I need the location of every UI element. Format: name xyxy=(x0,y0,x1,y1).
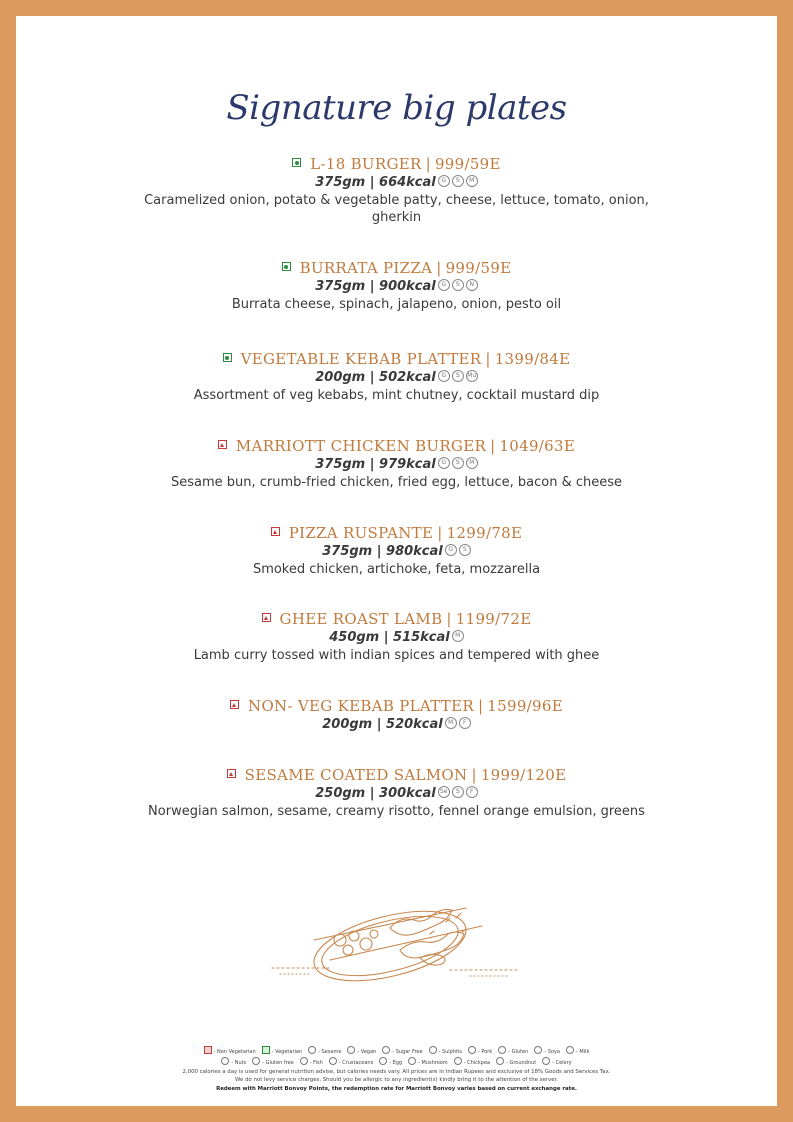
menu-item-heading xyxy=(0,609,793,629)
menu-item-heading xyxy=(0,696,793,716)
menu-item-description: Lamb curry tossed with indian spices and tempered with ghee xyxy=(193,648,600,663)
menu-item-price: 999/59E xyxy=(434,155,501,173)
legend-label: - Sugar Free xyxy=(392,1049,423,1055)
menu-item-price: 1299/78E xyxy=(446,524,523,542)
menu-item-name: L-18 BURGER xyxy=(310,155,422,173)
milk-icon: M xyxy=(466,175,478,187)
soya-icon: S xyxy=(452,279,464,291)
menu-item-heading xyxy=(0,154,793,174)
price-separator: | xyxy=(437,524,443,542)
menu-item-name: NON- VEG KEBAB PLATTER xyxy=(248,697,474,715)
menu-item xyxy=(0,523,793,578)
menu-item xyxy=(0,765,793,820)
legend-item xyxy=(221,1057,246,1068)
menu-item-heading xyxy=(0,765,793,785)
legend-item xyxy=(542,1057,571,1068)
price-separator: | xyxy=(446,610,452,628)
legend-item xyxy=(300,1057,323,1068)
menu-item xyxy=(0,696,793,734)
non-vegetarian-icon xyxy=(262,613,271,622)
footnote-allergy: We do not levy service charges. Should you be allergic to any ingredient(s) kindly bring it to the attention of the server. xyxy=(235,1077,558,1083)
vegan-icon xyxy=(347,1046,355,1054)
soya-icon: S xyxy=(452,786,464,798)
non-vegetarian-icon xyxy=(204,1046,212,1054)
legend-label: - Vegan xyxy=(357,1049,377,1055)
non-vegetarian-icon xyxy=(230,700,239,709)
legend-item xyxy=(382,1046,422,1057)
legend-item xyxy=(566,1046,589,1057)
vegetarian-icon xyxy=(223,353,232,362)
menu-item-price: 1599/96E xyxy=(487,697,563,715)
menu-item-description: Norwegian salmon, sesame, creamy risotto, fennel orange emulsion, greens xyxy=(148,804,645,819)
portion-calories: 375gm | 664kcal xyxy=(315,175,436,190)
legend-label: - Gluten free xyxy=(262,1060,294,1066)
legend-item xyxy=(496,1057,536,1068)
legend-item xyxy=(252,1057,293,1068)
soya-icon: S xyxy=(452,175,464,187)
portion-calories: 375gm | 980kcal xyxy=(322,544,443,559)
menu-item-price: 1399/84E xyxy=(494,350,571,368)
soya-icon: S xyxy=(452,457,464,469)
milk-icon xyxy=(566,1046,574,1054)
legend-label: - Nuts xyxy=(231,1060,247,1066)
legend-label: - Mushroom xyxy=(418,1060,448,1066)
chickpea-icon xyxy=(454,1057,462,1065)
legend-item xyxy=(347,1046,376,1057)
pork-icon xyxy=(468,1046,476,1054)
menu-item-price: 1049/63E xyxy=(499,437,576,455)
menu-item-name: SESAME COATED SALMON xyxy=(244,766,468,784)
menu-item-price: 1199/72E xyxy=(455,610,532,628)
legend-item xyxy=(204,1046,256,1057)
milk-icon: M xyxy=(466,457,478,469)
menu-item-heading xyxy=(0,436,793,456)
crustaceans-icon xyxy=(329,1057,337,1065)
menu-item-name: VEGETABLE KEBAB PLATTER xyxy=(240,350,482,368)
non-vegetarian-icon xyxy=(227,769,236,778)
non-vegetarian-icon xyxy=(271,527,280,536)
gluten-icon: G xyxy=(438,370,450,382)
gluten-icon: G xyxy=(445,544,457,556)
legend-label: - Vegetarian xyxy=(271,1049,303,1055)
portion-calories: 375gm | 900kcal xyxy=(315,279,436,294)
price-separator: | xyxy=(436,259,442,277)
menu-item-description: Burrata cheese, spinach, jalapeno, onion, pesto oil xyxy=(231,297,562,312)
menu-item-portion xyxy=(0,174,793,192)
menu-item-description: Assortment of veg kebabs, mint chutney, cocktail mustard dip xyxy=(193,388,600,403)
sugar-free-icon xyxy=(382,1046,390,1054)
menu-item-portion xyxy=(0,456,793,474)
menu-item xyxy=(0,609,793,664)
vegetarian-icon xyxy=(292,158,301,167)
portion-calories: 200gm | 502kcal xyxy=(315,370,436,385)
footnote-bonvoy: Redeem with Marriott Bonvoy Points, the redemption rate for Marriott Bonvoy varies based on current exchange rate. xyxy=(216,1086,577,1092)
legend-label: - Sulphits xyxy=(438,1049,462,1055)
portion-calories: 375gm | 979kcal xyxy=(315,457,436,472)
soya-icon xyxy=(534,1046,542,1054)
groundnut-icon xyxy=(496,1057,504,1065)
legend-label: - Chickpea xyxy=(463,1060,491,1066)
legend-item xyxy=(329,1057,373,1068)
menu-item-heading xyxy=(0,258,793,278)
menu-item-name: GHEE ROAST LAMB xyxy=(279,610,443,628)
legend-item xyxy=(379,1057,402,1068)
legend-item xyxy=(468,1046,492,1057)
price-separator: | xyxy=(425,155,431,173)
price-separator: | xyxy=(490,437,496,455)
sesame-icon xyxy=(308,1046,316,1054)
sesame-icon: Se xyxy=(438,786,450,798)
menu-item-name: MARRIOTT CHICKEN BURGER xyxy=(235,437,487,455)
legend-item xyxy=(262,1046,302,1057)
mushroom-icon xyxy=(408,1057,416,1065)
price-separator: | xyxy=(477,697,484,715)
menu-item-price: 999/59E xyxy=(445,259,512,277)
portion-calories: 200gm | 520kcal xyxy=(322,717,443,732)
menu-item-price: 1999/120E xyxy=(480,766,567,784)
celery-icon xyxy=(542,1057,550,1065)
menu-item-portion xyxy=(0,278,793,296)
legend-label: - Sesame xyxy=(318,1049,342,1055)
legend-item xyxy=(534,1046,560,1057)
legend-label: - Egg xyxy=(389,1060,403,1066)
legend-label: - Crustaceans xyxy=(338,1060,374,1066)
legend-item xyxy=(408,1057,448,1068)
vegetarian-icon xyxy=(282,262,291,271)
gluten-icon: G xyxy=(438,175,450,187)
gluten-icon: G xyxy=(438,279,450,291)
menu-item-description: Smoked chicken, artichoke, feta, mozzarella xyxy=(252,562,541,577)
menu-item-portion xyxy=(0,369,793,387)
mustard-icon: Mu xyxy=(466,370,478,382)
legend-label: - Fish xyxy=(309,1060,323,1066)
menu-item-description: Caramelized onion, potato & vegetable patty, cheese, lettuce, tomato, onion, gherkin xyxy=(144,193,649,225)
milk-icon: M xyxy=(452,630,464,642)
legend-item xyxy=(308,1046,341,1057)
menu-item xyxy=(0,436,793,491)
menu-item-name: BURRATA PIZZA xyxy=(299,259,433,277)
footnote-nutrition: 2,000 calories a day is used for general nutrition advise, but calories needs vary. All prices are in Indian Rupees and exclusive of 18% Goods and Services Tax. xyxy=(182,1069,611,1075)
nuts-icon: N xyxy=(466,279,478,291)
price-separator: | xyxy=(471,766,477,784)
non-vegetarian-icon xyxy=(218,440,227,449)
legend-label: - Pork xyxy=(478,1049,493,1055)
soya-icon: S xyxy=(459,544,471,556)
menu-item-portion xyxy=(0,629,793,647)
legend-label: - Gluten xyxy=(508,1049,529,1055)
menu-item-description: Sesame bun, crumb-fried chicken, fried egg, lettuce, bacon & cheese xyxy=(171,475,622,490)
page-title: Signature big plates xyxy=(226,88,567,128)
fish-icon: F xyxy=(459,717,471,729)
legend-label: - Milk xyxy=(575,1049,590,1055)
menu-item-heading xyxy=(0,523,793,543)
gluten-free-icon xyxy=(252,1057,260,1065)
sulphites-icon xyxy=(429,1046,437,1054)
egg-icon xyxy=(379,1057,387,1065)
legend-label: - Celery xyxy=(552,1060,572,1066)
legend-label: - Soya xyxy=(544,1049,560,1055)
menu-item xyxy=(0,349,793,404)
kebab-platter-illustration xyxy=(270,888,522,988)
nuts-icon xyxy=(221,1057,229,1065)
menu-item-portion xyxy=(0,543,793,561)
legend-item xyxy=(429,1046,462,1057)
price-separator: | xyxy=(485,350,491,368)
fish-icon xyxy=(300,1057,308,1065)
milk-icon: M xyxy=(445,717,457,729)
menu-item xyxy=(0,258,793,313)
menu-item-heading xyxy=(0,349,793,369)
portion-calories: 450gm | 515kcal xyxy=(329,630,450,645)
menu-item xyxy=(0,154,793,226)
legend-label: - Groundnut xyxy=(506,1060,537,1066)
menu-item-name: PIZZA RUSPANTE xyxy=(288,524,434,542)
gluten-icon xyxy=(498,1046,506,1054)
menu-item-portion xyxy=(0,716,793,734)
menu-item-portion xyxy=(0,785,793,803)
allergen-legend xyxy=(0,1046,793,1068)
portion-calories: 250gm | 300kcal xyxy=(315,786,436,801)
legend-item xyxy=(454,1057,490,1068)
legend-label: - Non Vegetarian xyxy=(213,1049,256,1055)
fish-icon: F xyxy=(466,786,478,798)
vegetarian-icon xyxy=(262,1046,270,1054)
legend-item xyxy=(498,1046,528,1057)
soya-icon: S xyxy=(452,370,464,382)
gluten-icon: G xyxy=(438,457,450,469)
